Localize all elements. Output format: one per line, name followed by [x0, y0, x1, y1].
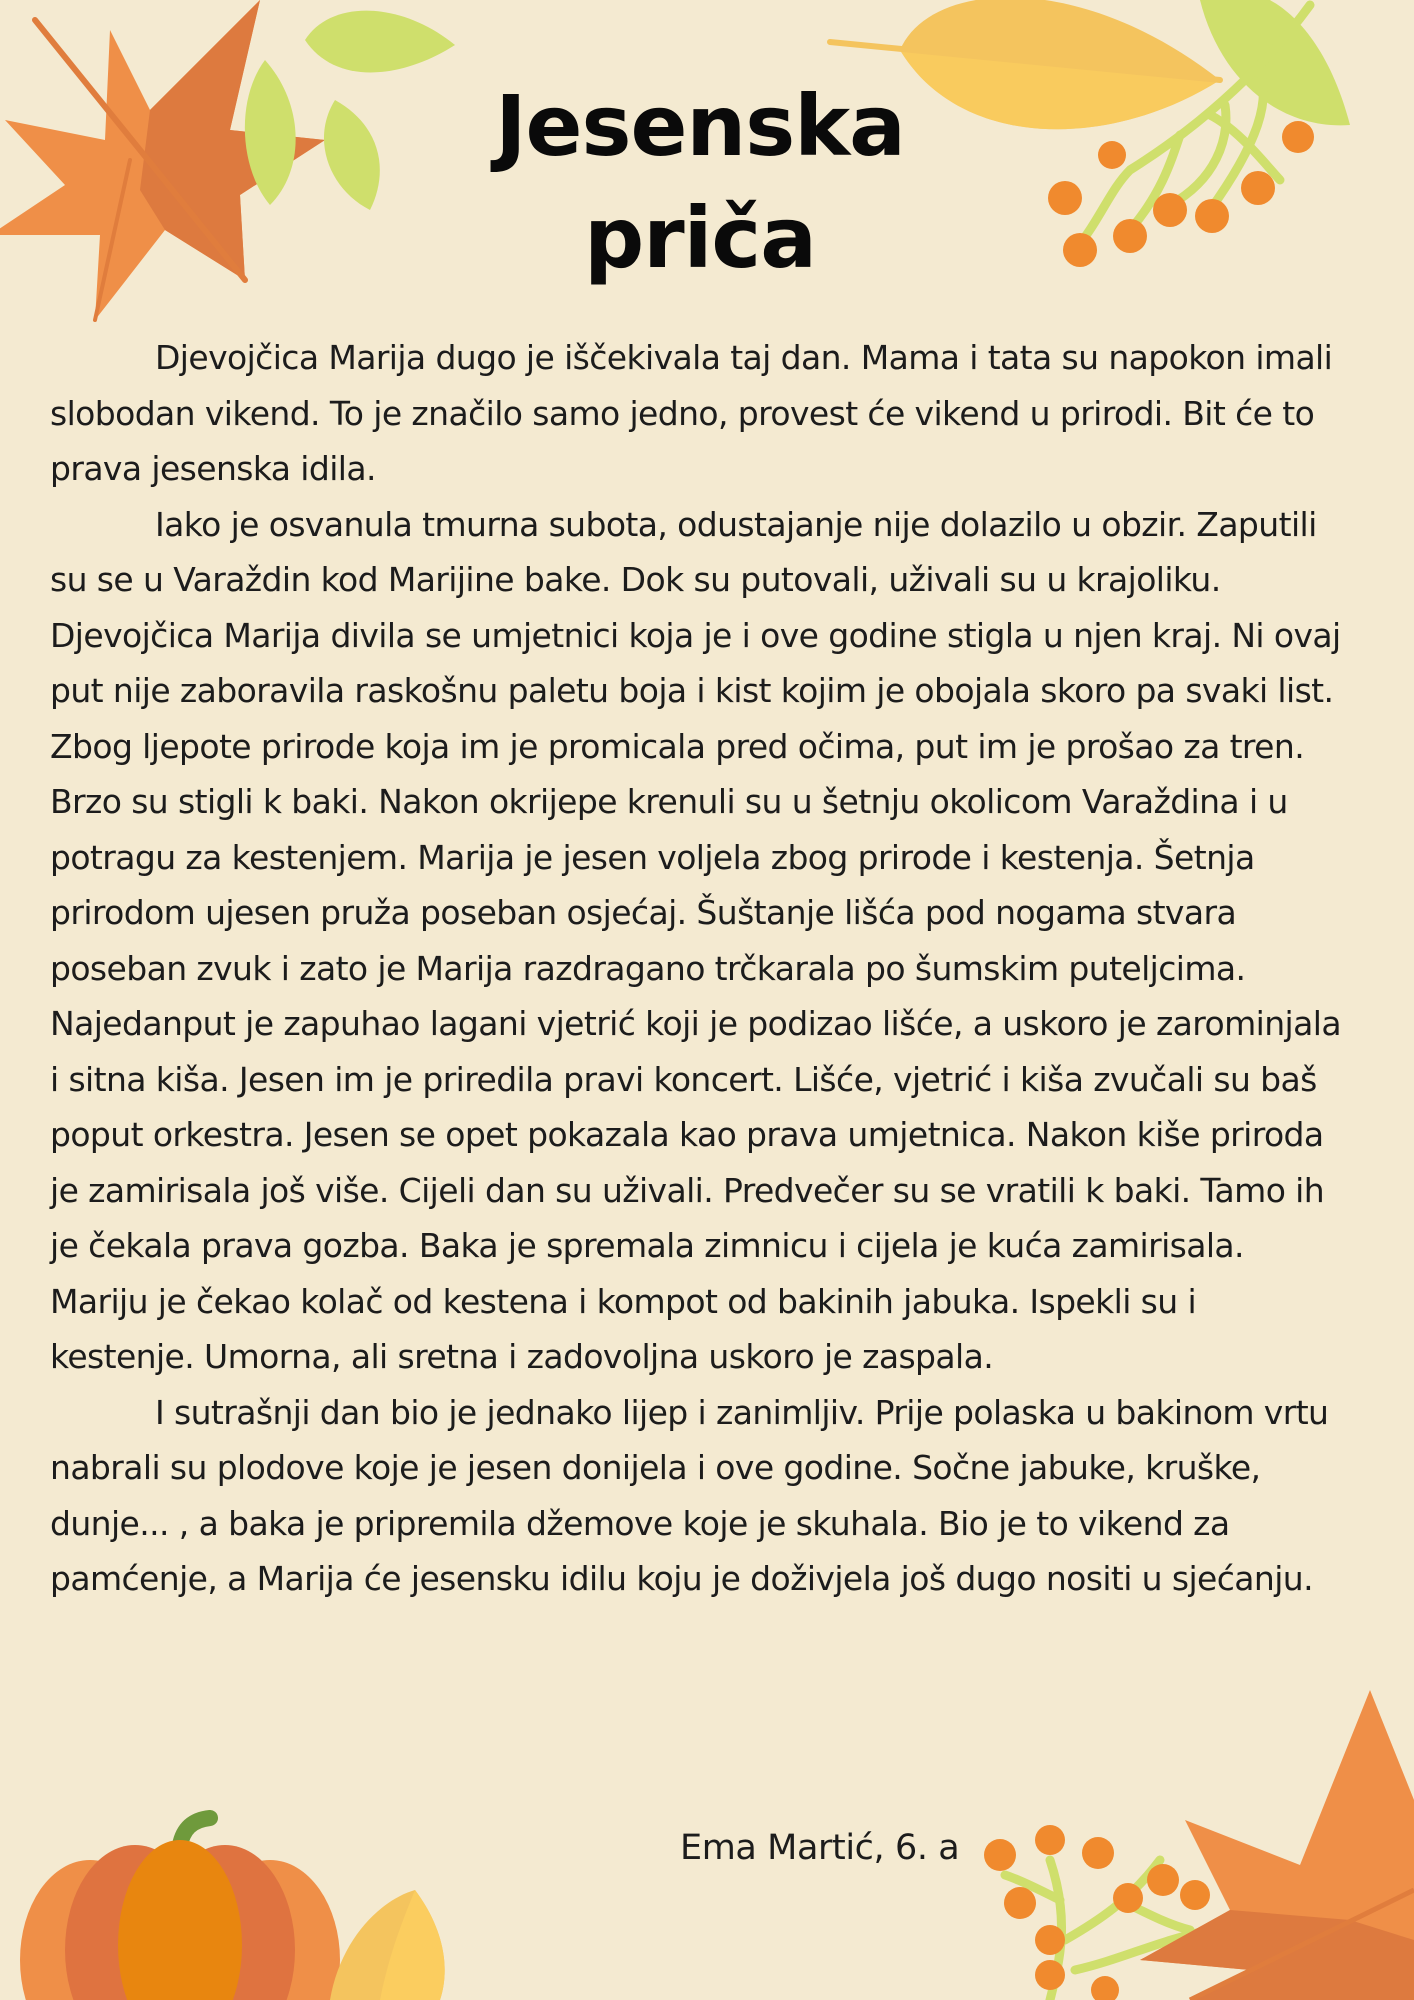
yellow-leaf-icon	[320, 1880, 460, 2000]
author-signature: Ema Martić, 6. a	[680, 1828, 960, 1868]
story-paragraph-3: I sutrašnji dan bio je jednako lijep i zanimljiv. Prije polaska u bakinom vrtu nabrali su plodove koje je jesen donijela i ove godine. Sočne jabuke, kruške, dunje... , a baka je pripremila džemove koje je skuhala. Bio je to vikend za pamćenje, a Marija će jesensku idilu koju je doživjela još dugo nositi u sjećanju.	[50, 1392, 1329, 1598]
page-title	[360, 70, 1040, 294]
story-paragraph-2: Iako je osvanula tmurna subota, odustajanje nije dolazilo u obzir. Zaputili su se u Varaždin kod Marijine bake. Dok su putovali, uživali su u krajoliku. Djevojčica Marija divila se umjetnici koja je i ove godine stigla u njen kraj. Ni ovaj put nije zaboravila raskošnu paletu boja i kist kojim je obojala skoro pa svaki list. Zbog ljepote prirode koja im je promicala pred očima, put im je prošao za tren. Brzo su stigli k baki. Nakon okrijepe krenuli su u šetnju okolicom Varaždina i u potragu za kestenjem. Marija je jesen voljela zbog prirode i kestenja. Šetnja prirodom ujesen pruža poseban osjećaj. Šuštanje lišća pod nogama stvara poseban zvuk i zato je Marija razdragano trčkarala po šumskim puteljcima. Najedanput je zapuhao lagani vjetrić koji je podizao lišće, a uskoro je zarominjala i sitna kiša. Jesen im je priredila pravi koncert. Lišće, vjetrić i kiša zvučali su baš poput orkestra. Jesen se opet pokazala kao prava umjetnica. Nakon kiše priroda je zamirisala još više. Cijeli dan su uživali. Predvečer su se vratili k baki. Tamo ih je čekala prava gozba. Baka je spremala zimnicu i cijela je kuća zamirisala. Mariju je čekao kolač od kestena i kompot od bakinih jabuka. Ispekli su i kestenje. Umorna, ali sretna i zadovoljna uskoro je zaspala.	[50, 504, 1341, 1376]
page-title-line-1: Jesenska	[495, 77, 905, 175]
page-title-line-2: priča	[584, 189, 816, 287]
berry-branch-icon	[1030, 0, 1350, 290]
pumpkin-icon	[15, 1810, 345, 2000]
story-body	[50, 330, 1350, 1607]
story-paragraph-1: Djevojčica Marija dugo je iščekivala taj dan. Mama i tata su napokon imali slobodan vikend. To je značilo samo jedno, provest će vikend u prirodi. Bit će to prava jesenska idila.	[50, 338, 1333, 488]
maple-leaf-icon	[1130, 1680, 1414, 2000]
